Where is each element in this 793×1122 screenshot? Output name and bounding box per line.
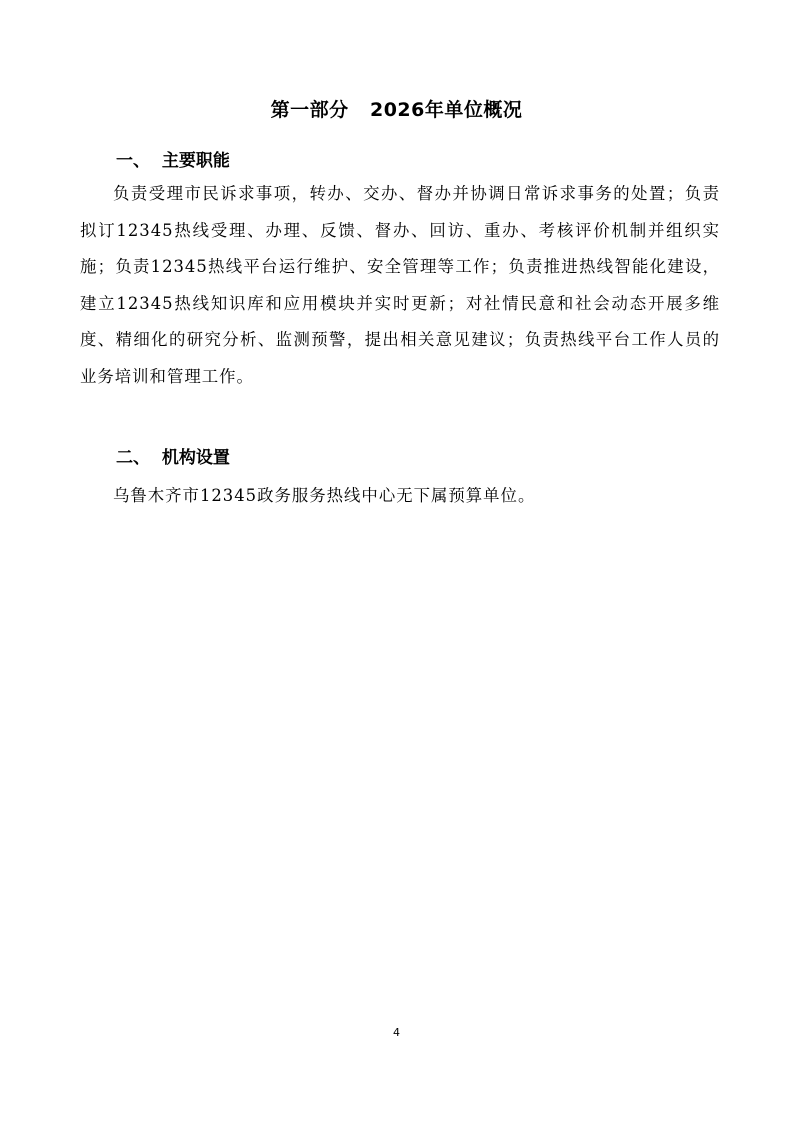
section-heading-organization: 二、 机构设置: [116, 448, 230, 468]
page-number: 4: [393, 1026, 400, 1039]
section-paragraph-main-functions: 负责受理市民诉求事项，转办、交办、督办并协调日常诉求事务的处置；负责拟订12345热线受理、办理、反馈、督办、回访、重办、考核评价机制并组织实施；负责12345热线平台运行维护、安全管理等工作；负责推进热线智能化建设，建立12345热线知识库和应用模块并实时更新；对社情民意和社会动态开展多维度、精细化的研究分析、监测预警，提出相关意见建议；负责热线平台工作人员的业务培训和管理工作。: [80, 184, 720, 386]
section-paragraph-organization: 乌鲁木齐市12345政务服务热线中心无下属预算单位。: [113, 486, 536, 505]
page-title: 第一部分 2026年单位概况: [270, 99, 523, 121]
section-heading-main-functions: 一、 主要职能: [116, 151, 230, 171]
